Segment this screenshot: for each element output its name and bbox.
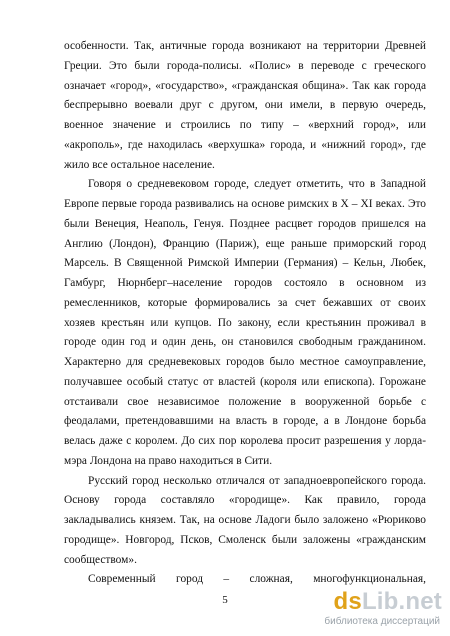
watermark-subtitle: библиотека диссертаций (324, 616, 440, 627)
watermark-brand: dsLib.net (333, 588, 442, 615)
paragraph: Русский город несколько отличался от западноевропейского города. Основу города составляло «городище». Как правило, города закладывались князем. Так, на основе Ладоги было заложено «Рюриково городище». Новгород, Псков, Смоленск были заложены «гражданским сообществом». (64, 474, 426, 566)
page-number: 5 (222, 594, 228, 606)
paragraph: Современный город – сложная, многофункциональная, (88, 573, 426, 585)
watermark-logo (324, 588, 442, 630)
body-text (64, 37, 426, 585)
paragraph: особенности. Так, античные города возникают на территории Древней Греции. Это были города-полисы. «Полис» в переводе с греческого означает «город», «государство», «гражданская община». Так как города беспрерывно воевали друг с другом, они имели, в первую очередь, военное значение и строились по типу – «верхний город», или «акрополь», где находилась «верхушка» города, и «нижний город», где жило все остальное население. (64, 40, 426, 171)
paragraph: Говоря о средневековом городе, следует отметить, что в Западной Европе первые города развивались на основе римских в X – XI веках. Это были Венеция, Неаполь, Генуя. Позднее расцвет городов пришелся на Англию (Лондон), Францию (Париж), еще раньше приморский город Марсель. В Священной Римской Империи (Германия) – Кельн, Любек, Гамбург, Нюрнберг–население городов состояло в основном из ремесленников, которые формировались за счет бежавших от своих хозяев крестьян или купцов. По закону, если крестьянин проживал в городе один год и один день, он становился свободным гражданином. Характерно для средневековых городов было местное самоуправление, получавшее особый статус от властей (короля или епископа). Горожане отстаивали свое независимое положение в вооруженной борьбе с феодалами, претендовавшими на власть в городе, а в Лондоне борьба велась даже с королем. До сих пор королева просит разрешения у лорда-мэра Лондона на право находиться в Сити. (64, 178, 426, 467)
